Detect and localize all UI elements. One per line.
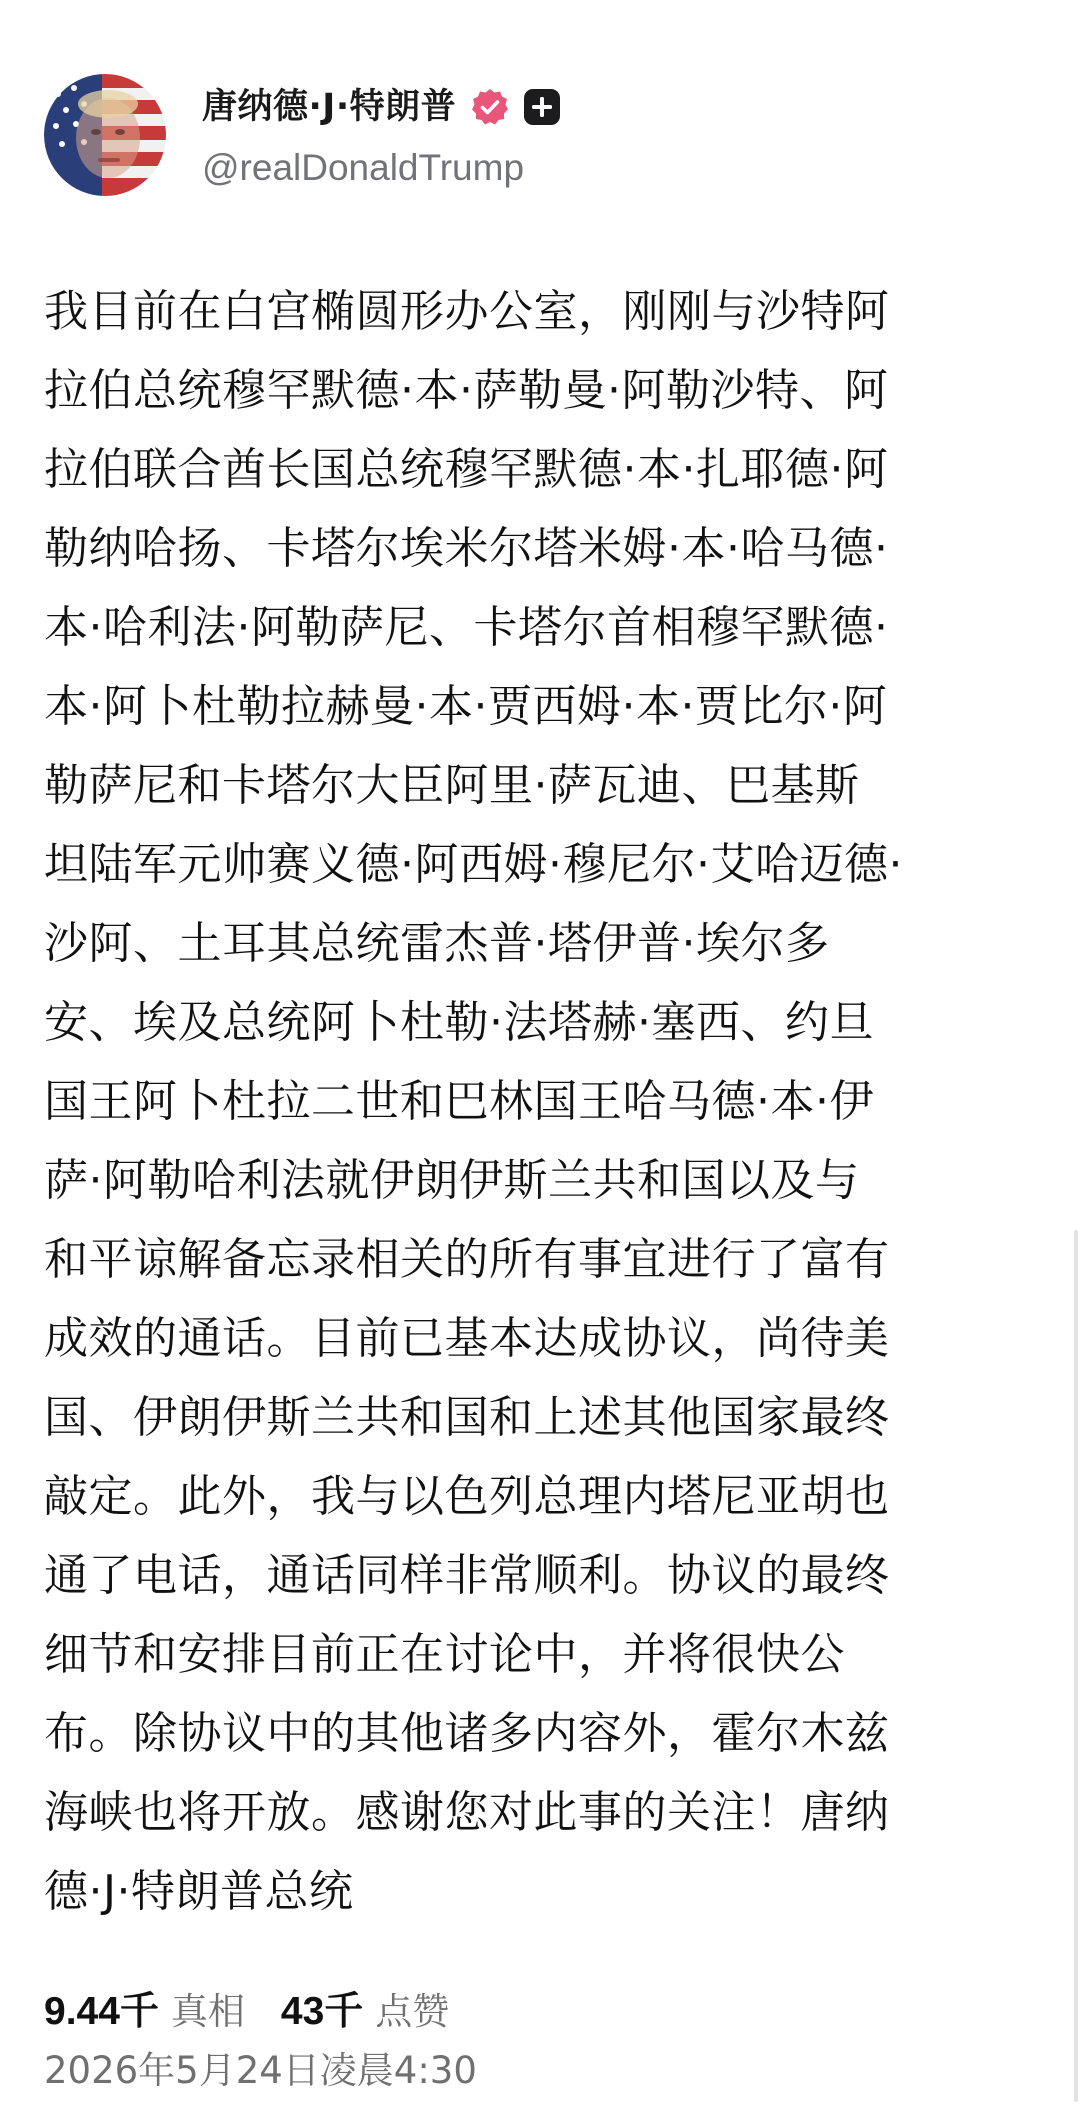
post-body-line: 布。除协议中的其他诸多内容外，霍尔木兹 — [44, 1708, 890, 1759]
post-body-line: 成效的通话。目前已基本达成协议，尚待美 — [44, 1313, 890, 1364]
truths-label: 真相 — [170, 1990, 245, 2033]
post-body-line: 通了电话，通话同样非常顺利。协议的最终 — [44, 1550, 890, 1601]
user-handle[interactable]: @realDonaldTrump — [202, 147, 525, 188]
truths-stat[interactable] — [44, 1980, 245, 2036]
name-row — [202, 82, 562, 132]
likes-count: 43千 — [280, 1990, 364, 2033]
post-body-line: 本·阿卜杜勒拉赫曼·本·贾西姆·本·贾比尔·阿 — [44, 681, 888, 732]
plus-icon[interactable] — [522, 87, 562, 127]
truths-count: 9.44千 — [44, 1990, 159, 2033]
post-body-line: 国王阿卜杜拉二世和巴林国王哈马德·本·伊 — [44, 1076, 874, 1127]
post-timestamp[interactable]: 2026年5月24日凌晨4:30 — [44, 2049, 477, 2092]
display-name[interactable]: 唐纳德·J·特朗普 — [202, 87, 457, 127]
post-body-line: 德·J·特朗普总统 — [44, 1866, 354, 1917]
post-body-line: 勒纳哈扬、卡塔尔埃米尔塔米姆·本·哈马德· — [44, 523, 889, 574]
post-body-line: 我目前在白宫椭圆形办公室，刚刚与沙特阿 — [44, 286, 890, 337]
likes-stat[interactable] — [281, 1980, 449, 2036]
post-body-line: 拉伯联合酋长国总统穆罕默德·本·扎耶德·阿 — [44, 444, 889, 495]
verified-badge-icon — [470, 87, 510, 127]
scrollbar[interactable] — [1074, 1230, 1078, 2102]
post-body-line: 本·哈利法·阿勒萨尼、卡塔尔首相穆罕默德· — [44, 602, 889, 653]
post-body-line: 勒萨尼和卡塔尔大臣阿里·萨瓦迪、巴基斯 — [44, 760, 860, 811]
avatar-image — [44, 74, 166, 196]
post-body-line: 坦陆军元帅赛义德·阿西姆·穆尼尔·艾哈迈德· — [44, 839, 903, 890]
post-body-line: 细节和安排目前正在讨论中，并将很快公 — [44, 1629, 845, 1680]
post-body-line: 安、埃及总统阿卜杜勒·法塔赫·塞西、约旦 — [44, 997, 874, 1048]
post-stats — [44, 1980, 449, 2036]
likes-label: 点赞 — [375, 1990, 450, 2033]
post-header — [44, 74, 944, 204]
post-body-line: 拉伯总统穆罕默德·本·萨勒曼·阿勒沙特、阿 — [44, 365, 889, 416]
post-body-line: 国、伊朗伊斯兰共和国和上述其他国家最终 — [44, 1392, 890, 1443]
post-body-line: 和平谅解备忘录相关的所有事宜进行了富有 — [44, 1234, 890, 1285]
post-body-line: 敲定。此外，我与以色列总理内塔尼亚胡也 — [44, 1471, 890, 1522]
post-body — [44, 272, 1040, 1931]
post-body-line: 海峡也将开放。感谢您对此事的关注！唐纳 — [44, 1787, 890, 1838]
post-body-line: 萨·阿勒哈利法就伊朗伊斯兰共和国以及与 — [44, 1155, 860, 1206]
avatar[interactable] — [44, 74, 166, 196]
post-body-line: 沙阿、土耳其总统雷杰普·塔伊普·埃尔多 — [44, 918, 830, 969]
